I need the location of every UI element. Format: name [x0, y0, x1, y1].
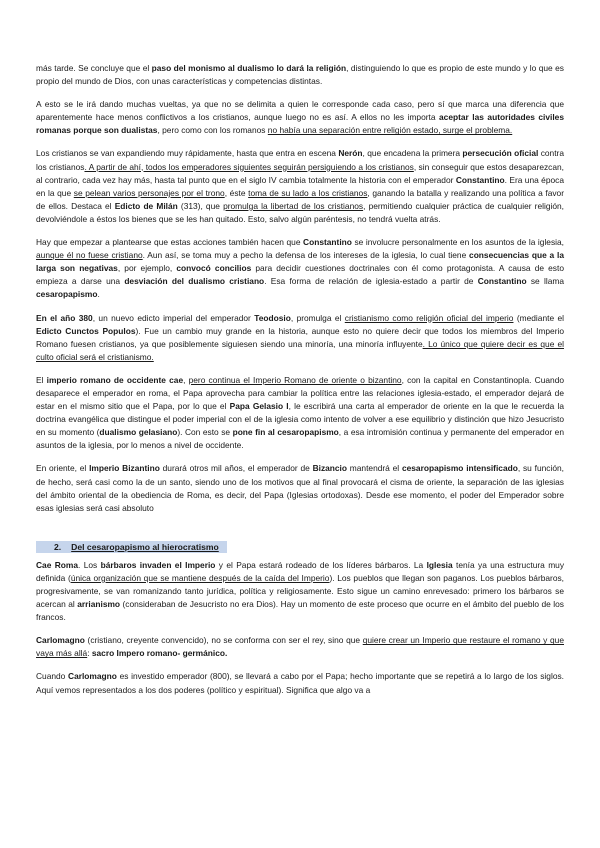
- bold-text: Constantino: [303, 237, 352, 248]
- text-run: se involucre personalmente en los asuntos de la iglesia,: [351, 237, 564, 248]
- bold-text: Imperio Bizantino: [89, 463, 160, 474]
- text-run: (consideraban de Jesucristo no era Dios). Hay un momento de este proceso que ocurre en el ámbito del pueblo de los francos.: [36, 599, 564, 623]
- text-run: y el Papa estará rodeado de los líderes bárbaros. La: [215, 559, 427, 570]
- text-run: durará otros mil años, el emperador de: [159, 463, 313, 474]
- text-run: , promulga el: [290, 312, 345, 323]
- text-run: Hay que empezar a plantearse que estas acciones también hacen que: [36, 237, 304, 248]
- bold-text: cesaropapismo: [36, 289, 98, 300]
- text-run: ,: [183, 374, 189, 385]
- underlined-text: no había una separación entre religión estado, surge el problema.: [267, 125, 513, 136]
- bold-text: Carlomagno: [36, 635, 85, 646]
- underlined-text: única organización que se mantiene después de la caída del Imperio: [70, 572, 330, 583]
- paragraph: [36, 98, 564, 137]
- bold-text: desviación del dualismo cristiano: [124, 276, 265, 287]
- underlined-text: pero continua el Imperio Romano de oriente o bizantino: [188, 374, 402, 385]
- bold-text: dualismo gelasiano: [99, 427, 178, 438]
- bold-text: Constantino: [455, 174, 505, 185]
- bold-text: Cae Roma: [36, 559, 78, 570]
- underlined-text: . Lo único que quiere decir es que el culto oficial será el cristianismo.: [36, 338, 564, 362]
- body-text-part-2: [36, 559, 564, 697]
- text-run: , pero como con los romanos: [157, 125, 268, 136]
- text-run: , por ejemplo,: [117, 263, 177, 274]
- paragraph: [36, 559, 564, 624]
- bold-text: bárbaros invaden el Imperio: [100, 559, 216, 570]
- bold-text: paso del monismo al dualismo lo dará la religión: [151, 63, 347, 73]
- bold-text: En el año 380: [36, 312, 93, 323]
- underlined-text: . A partir de ahí, todos los emperadores siguientes seguirán persiguiendo a los cristianos: [84, 161, 414, 172]
- text-run: , su función, de hecho, será casi como la de un santo, siendo uno de los motivos que al final provocará el cisma de oriente, la separación de las iglesias del ámbito oriental de la obediencia de Roma, es decir, del Papa (Iglesias ortodoxas). Desde ese momento, el poder del Emperador sobre esas iglesias será casi absoluto: [36, 463, 564, 513]
- bold-text: arrianismo: [77, 599, 121, 610]
- bold-text: pone fin al cesaropapismo: [232, 427, 339, 438]
- text-run: mantendrá el: [347, 463, 402, 474]
- bold-text: Teodosio: [254, 312, 291, 323]
- text-run: (cristiano, creyente convencido), no se conforma con ser el rey, sino que: [84, 635, 363, 646]
- text-run: . Esa forma de relación de iglesia-estado a partir de: [264, 276, 478, 287]
- bold-text: Constantino: [477, 276, 527, 287]
- text-run: ). Fue un cambio muy grande en la historia, aunque esto no quiere decir que todos los miembros del Imperio Romano fuesen cristianos, ya que posiblemente siguiesen siendo una minoría, una minoría influyente: [36, 325, 565, 349]
- bold-text: imperio romano de occidente cae: [46, 374, 184, 385]
- text-run: , permitiendo cualquier práctica de cualquier religión, devolviéndole a éstos los bienes que se les han quitado. Esto, salvo algún paréntesis, no tendrá vuelta atrás.: [36, 200, 564, 224]
- text-run: tenía ya una estructura muy definida (: [36, 559, 565, 583]
- bold-text: convocó concilios: [176, 263, 252, 274]
- text-run: , un nuevo edicto imperial del emperador: [92, 312, 255, 323]
- bold-text: Iglesia: [426, 559, 453, 570]
- text-run: , a esa intromisión continua y permanente del emperador en asuntos de la iglesia, por lo menos a nivel de occidente.: [36, 427, 564, 451]
- text-run: . Era una época en la que: [36, 174, 564, 198]
- text-run: es investido emperador (800), se llevará a cabo por el Papa; hecho importante que se repetirá a lo largo de los siglos. Aquí vemos representados a los dos poderes (político y espiritual). Significa que algo va a: [36, 671, 564, 695]
- text-run: :: [87, 648, 92, 659]
- paragraph: [36, 62, 564, 88]
- text-run: , que encadena la primera: [362, 148, 463, 159]
- paragraph: [36, 312, 564, 364]
- text-run: El: [36, 374, 47, 385]
- text-run: más tarde. Se concluye que el: [36, 63, 152, 73]
- text-run: . Aun así, se toma muy a pecho la defensa de los intereses de la iglesia, lo cual tiene: [142, 250, 470, 261]
- section-number: 2.: [54, 541, 62, 552]
- bold-text: consecuencias que a la larga son negativas: [36, 250, 564, 274]
- text-run: se llama: [526, 276, 564, 287]
- bold-text: Nerón: [338, 148, 363, 159]
- paragraph: [36, 374, 564, 453]
- text-run: A esto se le irá dando muchas vueltas, ya que no se delimita a quien le corresponde cada caso, pero sí que marca una diferencia que aparentemente hace menos conflictivos a los cristianos, aunque luego no es así. A ellos no les importa: [36, 99, 564, 123]
- text-run: ). Con esto se: [177, 427, 233, 438]
- text-run: Los cristianos se van expandiendo muy rápidamente, hasta que entra en escena: [36, 148, 339, 159]
- text-run: para decidir cuestiones doctrinales con él como protagonista. A causa de esto empieza a darse una: [36, 263, 564, 287]
- underlined-text: toma de su lado a los cristianos: [248, 187, 368, 198]
- bold-text: sacro Impero romano- germánico.: [91, 648, 228, 659]
- text-run: (mediante el: [513, 312, 565, 323]
- paragraph: [36, 462, 564, 514]
- bold-text: Papa Gelasio I: [229, 401, 289, 412]
- paragraph: [36, 670, 564, 696]
- section-title: Del cesaropapismo al hierocratismo: [71, 541, 219, 552]
- underlined-text: cristianismo como religión oficial del imperio: [344, 312, 514, 323]
- underlined-text: quiere crear un Imperio que restaure el romano y que vaya más allá: [36, 635, 564, 659]
- paragraph: [36, 634, 564, 660]
- text-run: , distinguiendo lo que es propio de este mundo y lo que es propio del mundo de Dios, con unas características y competencias distintas.: [36, 63, 564, 87]
- text-run: En oriente, el: [36, 463, 90, 474]
- text-run: , le escribirá una carta al emperador de oriente en la que le recuerda la doctrina evangélica que distingue el poder imperial con el de la iglesia como intento de volver a ese equilibrio y distinción que hizo Jesucristo en su momento (: [36, 401, 564, 438]
- bold-text: Edicto de Milán: [114, 200, 178, 211]
- text-run: , sin conseguir que estos desaparezcan, al contrario, cada vez hay más, hasta tal punto que en el siglo IV cambia totalmente la historia con el emperador: [36, 161, 564, 185]
- text-run: (313), que: [177, 200, 224, 211]
- text-run: , con la capital en Constantinopla. Cuando desaparece el emperador en roma, el Papa aprovecha para cambiar la política entre las relaciones iglesia-estado, el emperador dejará de estar en el mismo sitio que el Papa, por lo que el: [36, 374, 565, 412]
- underlined-text: aunque él no fuese cristiano: [36, 250, 143, 261]
- text-run: Cuando: [36, 671, 69, 682]
- bold-text: Edicto Cunctos Populos: [36, 325, 136, 336]
- text-run: . Los: [78, 559, 101, 570]
- text-run: .: [97, 289, 100, 300]
- text-run: , éste: [224, 187, 249, 198]
- text-run: contra los cristianos: [36, 148, 564, 172]
- bold-text: aceptar las autoridades civiles romanas porque son dualistas: [36, 112, 565, 136]
- text-run: , ganando la batalla y realizando una política a favor de ellos. Destaca el: [36, 187, 564, 211]
- underlined-text: se pelean varios personajes por el trono: [73, 187, 225, 198]
- bold-text: cesaropapismo intensificado: [401, 463, 518, 474]
- bold-text: persecución oficial: [462, 148, 539, 159]
- underlined-text: promulga la libertad de los cristianos: [223, 200, 364, 211]
- paragraph: [36, 236, 564, 301]
- paragraph: [36, 147, 564, 226]
- body-text-part-1: [36, 62, 564, 515]
- bold-text: Carlomagno: [68, 671, 117, 682]
- bold-text: Bizancio: [312, 463, 347, 474]
- text-run: ). Los pueblos que llegan son paganos. Los pueblos bárbaros, progresivamente, se van romanizando tanto jurídica, política y religiosamente. Esto sigue un camino enrevesado: primero los bárbaros se acercan al: [36, 572, 565, 610]
- section-heading: [36, 541, 227, 553]
